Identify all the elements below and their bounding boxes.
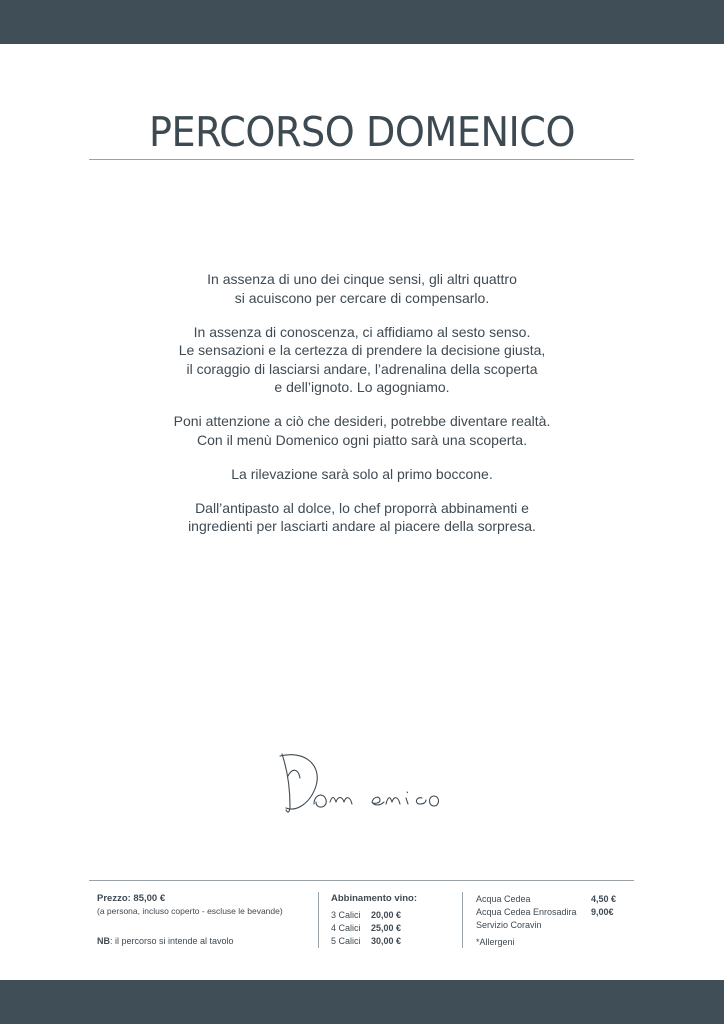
intro-line: Le sensazioni e la certezza di prendere la decisione giusta, — [178, 342, 546, 358]
intro-line: si acuiscono per cercare di compensarlo. — [234, 289, 490, 306]
wine-pairing-heading: Abbinamento vino: — [331, 893, 418, 904]
water-row-label: Servizio Coravin — [476, 920, 542, 930]
intro-paragraph — [112, 499, 612, 536]
water-row-label: Acqua Cedea Enrosadira — [476, 907, 577, 917]
intro-line: La rilevazione sarà solo al primo boccone. — [231, 465, 493, 482]
water-row-price: 9,00€ — [591, 907, 614, 917]
intro-line: Poni attenzione a ciò che desideri, potrebbe diventare realtà. — [173, 413, 551, 429]
domenico-signature — [276, 746, 466, 820]
price: Prezzo: 85,00 € — [97, 893, 166, 904]
intro-text — [112, 270, 612, 551]
intro-line: Dall’antipasto al dolce, lo chef proporrà abbinamenti e — [195, 499, 529, 516]
water-row — [476, 906, 636, 919]
column-separator — [462, 892, 463, 948]
page-title: PERCORSO DOMENICO — [148, 108, 575, 156]
bottom-bar — [0, 980, 724, 1024]
wine-row — [331, 909, 461, 922]
intro-line: In assenza di uno dei cinque sensi, gli altri quattro — [207, 271, 517, 287]
wine-row-label: 4 Calici — [331, 923, 361, 933]
price-note: (a persona, incluso coperto - escluse le bevande) — [97, 906, 283, 916]
water-row — [476, 919, 636, 932]
wine-row-price: 20,00 € — [371, 910, 402, 920]
wine-row-price: 25,00 € — [371, 923, 402, 933]
intro-paragraph — [112, 323, 612, 397]
wine-row — [331, 935, 461, 948]
wine-row-label: 3 Calici — [331, 910, 361, 920]
intro-paragraph — [112, 270, 612, 307]
intro-line: il coraggio di lasciarsi andare, l’adrenalina della scoperta — [186, 360, 538, 377]
water-column — [476, 893, 636, 947]
wine-pairing-column — [331, 893, 461, 948]
column-separator — [318, 892, 319, 948]
price-column — [97, 893, 317, 916]
water-row-label: Acqua Cedea — [476, 894, 531, 904]
intro-paragraph — [112, 465, 612, 484]
intro-line: In assenza di conoscenza, ci affidiamo al sesto senso. — [193, 323, 531, 340]
title-divider — [89, 159, 634, 160]
top-bar — [0, 0, 724, 44]
wine-row — [331, 922, 461, 935]
wine-row-price: 30,00 € — [371, 936, 402, 946]
intro-paragraph — [112, 412, 612, 449]
water-row-price: 4,50 € — [591, 894, 617, 904]
footer-divider — [89, 880, 634, 881]
intro-line: Con il menù Domenico ogni piatto sarà una scoperta. — [197, 431, 527, 448]
nb-label: NB — [97, 936, 110, 946]
nb-note — [97, 936, 234, 946]
intro-line: ingredienti per lasciarti andare al piacere della sorpresa. — [188, 518, 536, 534]
wine-row-label: 5 Calici — [331, 936, 361, 946]
intro-line: e dell’ignoto. Lo agogniamo. — [274, 379, 450, 395]
nb-text: : il percorso si intende al tavolo — [110, 936, 234, 946]
allergens-note: *Allergeni — [476, 937, 515, 947]
water-row — [476, 893, 636, 906]
